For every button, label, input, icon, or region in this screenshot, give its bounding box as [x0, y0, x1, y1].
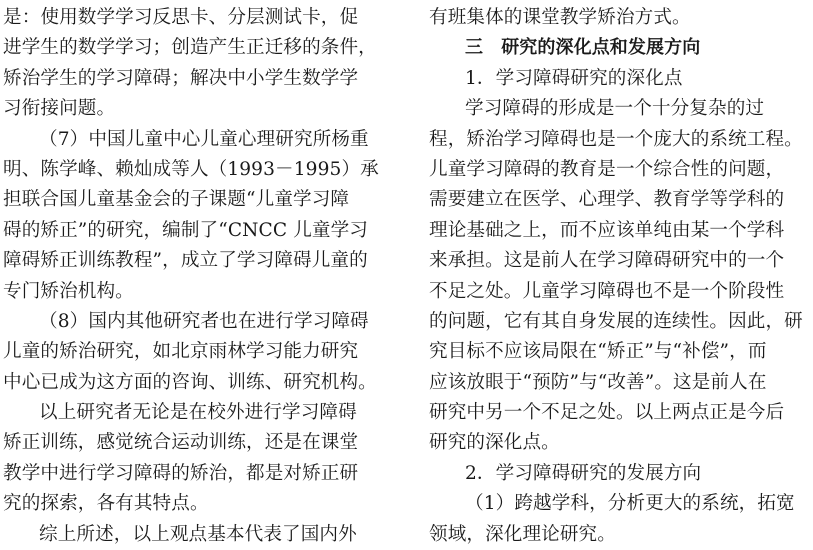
right-column: [429, 3, 813, 550]
text-line: 担联合国儿童基金会的子课题“儿童学习障: [3, 189, 350, 211]
text-line: 中心已成为这方面的咨询、训练、研究机构。: [3, 371, 377, 393]
text-line: 理论基础之上，而不应该单纯由某一个学科: [429, 219, 785, 241]
paragraph-continuation: [429, 3, 813, 33]
text-line: 的问题，它有其自身发展的连续性。因此，研: [429, 310, 803, 332]
text-line: 来承担。这是前人在学习障碍研究中的一个: [429, 250, 785, 272]
paragraph-direction: [429, 489, 813, 550]
text-line: 研究中另一个不足之处。以上两点正是今后: [429, 402, 785, 424]
paragraph-summary-2: [3, 520, 391, 550]
section-heading: 三 研究的深化点和发展方向: [465, 37, 701, 59]
text-line: 不足之处。儿童学习障碍也不是一个阶段性: [429, 280, 785, 302]
paragraph-intro: [3, 3, 391, 125]
paragraph-summary-1: [3, 398, 391, 520]
text-line: 是：使用数学学习反思卡、分层测试卡，促: [3, 7, 359, 28]
text-line: 教学中进行学习障碍的矫治，都是对矫正研: [3, 462, 359, 484]
paragraph-deepening: [429, 94, 813, 459]
text-line: 有班集体的课堂教学矫治方式。: [429, 7, 691, 28]
left-column: [3, 3, 391, 550]
text-line: 碍的矫正”的研究，编制了“CNCC 儿童学习: [3, 219, 368, 241]
text-line: 程，矫治学习障碍也是一个庞大的系统工程。: [429, 128, 803, 150]
text-line: 综上所述，以上观点基本代表了国内外: [39, 523, 357, 545]
subheading-deepening: 1．学习障碍研究的深化点: [465, 67, 683, 89]
text-line: 领域，深化理论研究。: [429, 523, 616, 545]
text-line: 矫正训练，感觉统合运动训练，还是在课堂: [3, 432, 359, 454]
text-line: 应该放眼于“预防”与“改善”。这是前人在: [429, 371, 767, 393]
text-line: 明、陈学峰、赖灿成等人（1993－1995）承: [3, 158, 379, 180]
text-line: 障碍矫正训练教程”，成立了学习障碍儿童的: [3, 250, 368, 272]
text-line: 专门矫治机构。: [3, 280, 134, 302]
text-line: 研究的深化点。: [429, 432, 560, 454]
text-line: （8）国内其他研究者也在进行学习障碍: [39, 310, 369, 332]
text-line: （1）跨越学科，分析更大的系统，拓宽: [465, 493, 795, 515]
subheading-direction: 2．学习障碍研究的发展方向: [465, 462, 702, 484]
text-line: 学习障碍的形成是一个十分复杂的过: [465, 98, 765, 120]
text-line: 习衔接问题。: [3, 98, 116, 120]
text-line: 进学生的数学学习；创造产生正迁移的条件，: [3, 37, 377, 59]
paragraph-item-8: [3, 307, 391, 398]
text-line: 需要建立在医学、心理学、教育学等学科的: [429, 189, 785, 211]
text-line: 儿童的矫治研究，如北京雨林学习能力研究: [3, 341, 359, 363]
text-line: 究的探索，各有其特点。: [3, 493, 209, 515]
paragraph-item-7: [3, 125, 391, 307]
text-line: （7）中国儿童中心儿童心理研究所杨重: [39, 128, 369, 150]
text-line: 矫治学生的学习障碍；解决中小学生数学学: [3, 67, 359, 89]
text-line: 以上研究者无论是在校外进行学习障碍: [39, 402, 357, 424]
text-line: 儿童学习障碍的教育是一个综合性的问题，: [429, 158, 785, 180]
text-line: 究目标不应该局限在“矫正”与“补偿”，而: [429, 341, 767, 363]
